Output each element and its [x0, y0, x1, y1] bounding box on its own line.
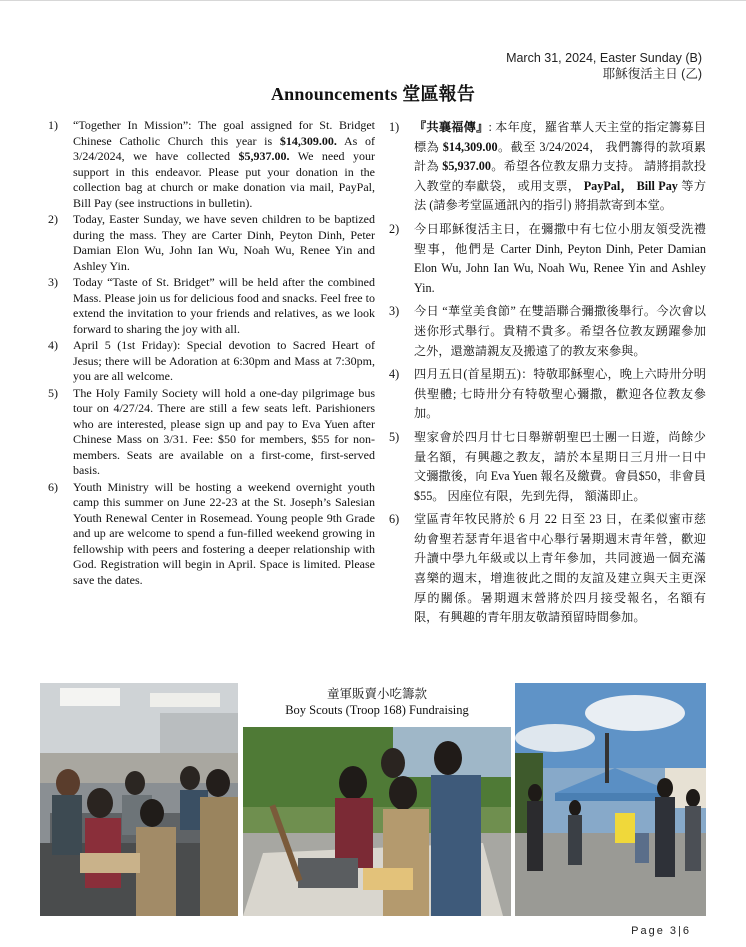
item-number: 2) [389, 221, 400, 236]
chinese-list [384, 118, 706, 628]
emphasis-text: $5,937.00. [238, 149, 290, 163]
item-number: 3) [48, 275, 58, 289]
item-number: 6) [48, 479, 58, 494]
item-number: 5) [389, 429, 400, 444]
item-text: Youth Ministry will be hosting a weekend overnight youth camp this summer on June 22-23 at the St. Joseph’s Salesian Youth Renewal Center in Rosemead. Young people 9th Grade and up are welcome to spend a fun-filled weekend growing in fellowship with peers and fostering a deeper relationship with God. Registration will begin in April. Space is limited. Please save the dates. [73, 479, 375, 587]
photo-caption-english: Boy Scouts (Troop 168) Fundraising [285, 703, 469, 717]
announcement-item [384, 302, 706, 361]
item-number: 1) [48, 118, 58, 132]
announcement-item [384, 510, 706, 628]
item-number: 1) [389, 120, 400, 134]
emphasis-text: $5,937.00 [442, 159, 491, 174]
announcement-item [45, 212, 375, 274]
item-text: The Holy Family Society will hold a one-day pilgrimage bus tour on 4/27/24. There are still a few seats left. Parishioners who are interested, please sign up and pay to Eva Yuen after Chinese Mass on 3/31. Fee: $50 for members, $55 for non-members. Seats are available on a first-come, first-served basis. [73, 385, 375, 477]
announcement-item [45, 118, 375, 211]
item-text: Today “Taste of St. Bridget” will be held after the combined Mass. Please join us for delicious food and snacks. Feel free to extend the invitation to your friends and relatives, as we look forward to sharing the joy with all. [73, 275, 375, 336]
item-text: 等方法 (請參考堂區通訊內的指引) 將捐款寄到本堂。 [414, 178, 707, 213]
item-text: April 5 (1st Friday): Special devotion to Sacred Heart of Jesus; there will be Adoration at 6:30pm and Mass at 7:30pm, you are all welcome. [73, 338, 375, 383]
emphasis-text: $14,309.00 [442, 139, 498, 154]
item-text: 四月五日(首星期五)：特敬耶穌聖心，晚上六時卅分明供聖體; 七時卅分有特敬聖心彌撒，歡迎各位教友參加。 [414, 367, 706, 421]
item-text: 。截至 3/24/2024， 我們籌得的款項累計為 [414, 139, 706, 174]
item-number: 6) [389, 512, 400, 527]
announcement-item [384, 118, 706, 216]
item-text: “Together In Mission”: The goal assigned for St. Bridget Chinese Catholic Church this year is [73, 118, 375, 148]
item-number: 5) [48, 385, 58, 400]
item-text: : 本年度，羅省華人天主堂的指定籌募目標為 [414, 120, 707, 154]
item-text: 堂區青年牧民將於 6 月 22 日至 23 日，在柔似蜜市慈幼會聖若瑟青年退省中心舉行暑期週末青年營，歡迎升讀中學九年級或以上青年參加，共同渡過一個充滿喜樂的週末，增進彼此之間的友誼及建立與天主更深厚的關係。暑期週末營將於四月接受報名，名額有限，有興趣的青年朋友敬請預留時間參加。 [414, 512, 706, 625]
item-number: 4) [389, 367, 400, 382]
item-text: Today, Easter Sunday, we have seven children to be baptized during the mass. They are Carter Dinh, Peyton Dinh, Peter Damian Elon Wu, John Ian Wu, Noah Wu, Renee Yin and Ashley Yin. [73, 212, 375, 273]
item-text: We need your support in this endeavor. Please put your donation in the collection bag at church or make donation via mail, PayPal, Bill Pay (see instructions in bulletin). [73, 149, 376, 210]
photo-caption-chinese: 童軍販賣小吃籌款 [326, 687, 427, 701]
announcement-item [45, 480, 375, 589]
announcement-item [45, 275, 375, 337]
scouts-kitchen-photo [40, 683, 238, 916]
item-text: 。希望各位教友鼎力支持。 請將捐款投入教堂的奉獻袋， 或用支票， [414, 159, 707, 193]
photo-strip [40, 683, 706, 916]
emphasis-text: 『共襄福傳』 [414, 120, 489, 134]
item-text: 聖家會於四月廿七日舉辦朝聖巴士團一日遊，尚餘少量名額，有興趣之教友，請於本星期日三月卅一日中文彌撒後，向 Eva Yuen 報名及繳費。會員$50，非會員$55。 因座位有限，先到先得， 額滿即止。 [414, 429, 706, 503]
page-number: Page 3|6 [631, 925, 691, 937]
chinese-announcements [384, 118, 706, 632]
item-text: 今日 “華堂美食節” 在雙語聯合彌撒後舉行。今次會以迷你形式舉行。貴精不貴多。希望各位教友踴躍參加之外，還邀請親友及搬遠了的教友來參與。 [414, 304, 706, 358]
english-announcements [45, 118, 375, 589]
announcement-item [384, 365, 706, 424]
item-number: 2) [48, 212, 58, 226]
item-number: 3) [389, 304, 400, 319]
top-rule [0, 0, 746, 1]
announcement-item [384, 220, 706, 298]
emphasis-text: $14,309.00. [279, 133, 337, 148]
date-header [506, 50, 702, 82]
date-english: March 31, 2024, Easter Sunday (B) [506, 51, 702, 65]
item-text: As of 3/24/2024, we have collected [73, 133, 375, 163]
page-title: Announcements 堂區報告 [270, 84, 476, 104]
emphasis-text: PayPal， Bill Pay [583, 178, 678, 193]
english-list [45, 118, 375, 588]
announcement-item [45, 338, 375, 385]
item-number: 4) [48, 338, 58, 352]
announcement-item [45, 386, 375, 479]
item-text: 今日耶穌復活主日，在彌撒中有七位小朋友領受洗禮聖事，他們是 Carter Dinh, Peyton Dinh, Peter Damian Elon Wu, John Ian Wu, Noah Wu, Renee Yin and Ashley Yin. [414, 221, 706, 295]
photo-caption [243, 683, 511, 727]
date-chinese: 耶穌復活主日 (乙) [602, 67, 702, 81]
announcement-item [384, 428, 706, 506]
parish-courtyard-event-photo [515, 683, 706, 916]
